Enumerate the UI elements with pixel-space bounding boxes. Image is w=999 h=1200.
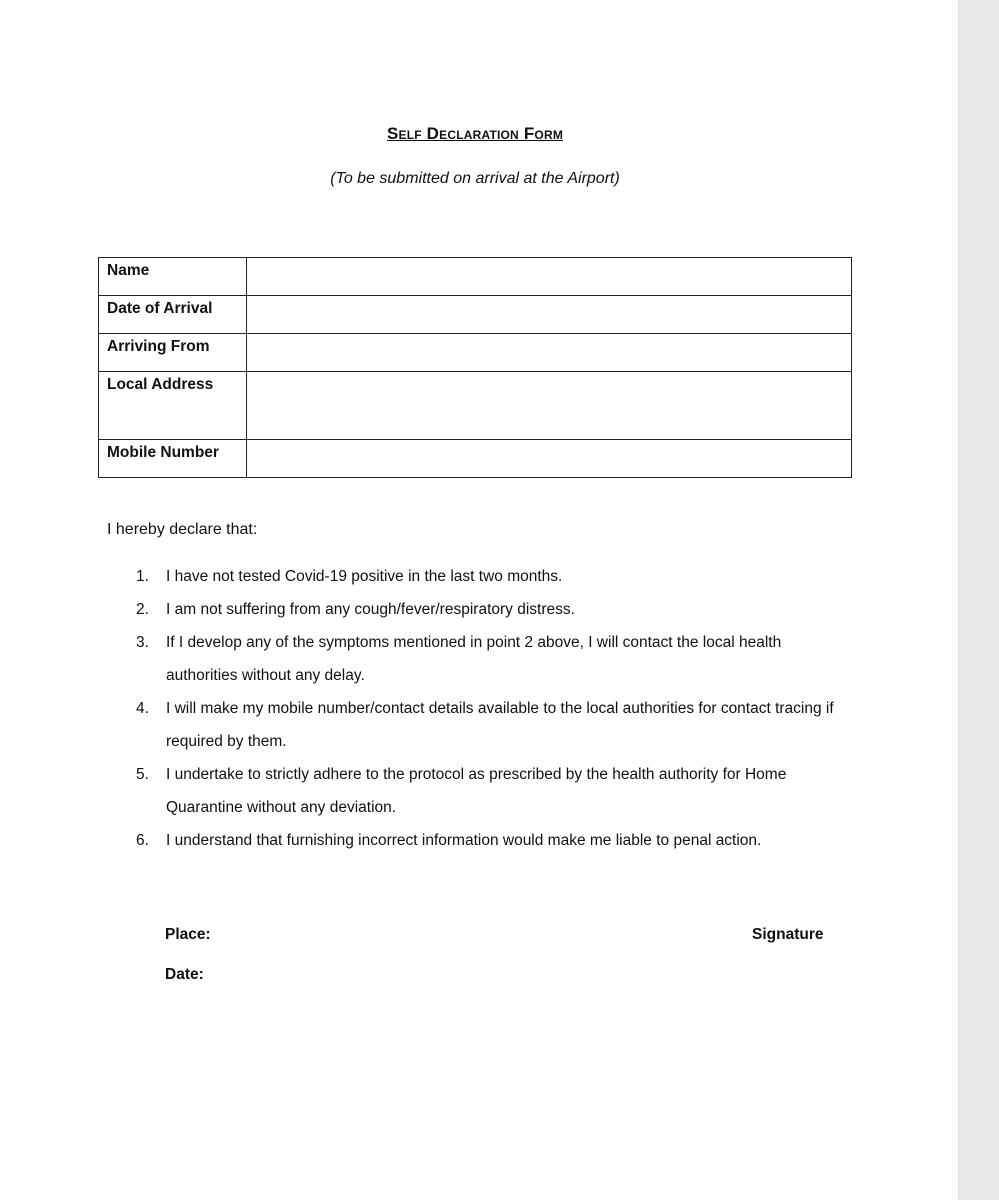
item-number: 6. xyxy=(136,832,149,849)
details-table xyxy=(98,257,852,478)
arriving-from-field[interactable] xyxy=(247,334,852,372)
item-number: 4. xyxy=(136,700,149,717)
item-text: I undertake to strictly adhere to the protocol as prescribed by the health authority for Home Quarantine without any deviation. xyxy=(166,766,787,816)
item-text: I am not suffering from any cough/fever/respiratory distress. xyxy=(166,601,575,618)
list-item xyxy=(130,824,850,857)
place-label: Place: xyxy=(165,926,211,943)
local-address-label: Local Address xyxy=(99,372,247,440)
item-number: 2. xyxy=(136,601,149,618)
item-text: I have not tested Covid-19 positive in the last two months. xyxy=(166,568,563,585)
table-row xyxy=(99,334,852,372)
form-title: Self Declaration Form xyxy=(386,124,564,143)
list-item xyxy=(130,758,850,824)
table-row xyxy=(99,372,852,440)
arriving-from-label: Arriving From xyxy=(99,334,247,372)
item-text: I will make my mobile number/contact details available to the local authorities for contact tracing if required by them. xyxy=(166,700,834,750)
declaration-list xyxy=(130,560,850,857)
list-item xyxy=(130,560,850,593)
mobile-number-label: Mobile Number xyxy=(99,440,247,478)
table-row xyxy=(99,440,852,478)
list-item xyxy=(130,692,850,758)
local-address-field[interactable] xyxy=(247,372,852,440)
item-text: I understand that furnishing incorrect information would make me liable to penal action. xyxy=(166,832,762,849)
name-field[interactable] xyxy=(247,258,852,296)
item-text: If I develop any of the symptoms mentioned in point 2 above, I will contact the local health authorities without any delay. xyxy=(166,634,782,684)
list-item xyxy=(130,593,850,626)
name-label: Name xyxy=(99,258,247,296)
form-subtitle: (To be submitted on arrival at the Airport) xyxy=(330,170,620,187)
list-item xyxy=(130,626,850,692)
date-label: Date: xyxy=(165,966,204,983)
table-row xyxy=(99,296,852,334)
date-of-arrival-field[interactable] xyxy=(247,296,852,334)
date-of-arrival-label: Date of Arrival xyxy=(99,296,247,334)
item-number: 1. xyxy=(136,568,149,585)
item-number: 3. xyxy=(136,634,149,651)
item-number: 5. xyxy=(136,766,149,783)
signature-label: Signature xyxy=(752,926,824,943)
declaration-intro: I hereby declare that: xyxy=(107,521,258,538)
mobile-number-field[interactable] xyxy=(247,440,852,478)
table-row xyxy=(99,258,852,296)
